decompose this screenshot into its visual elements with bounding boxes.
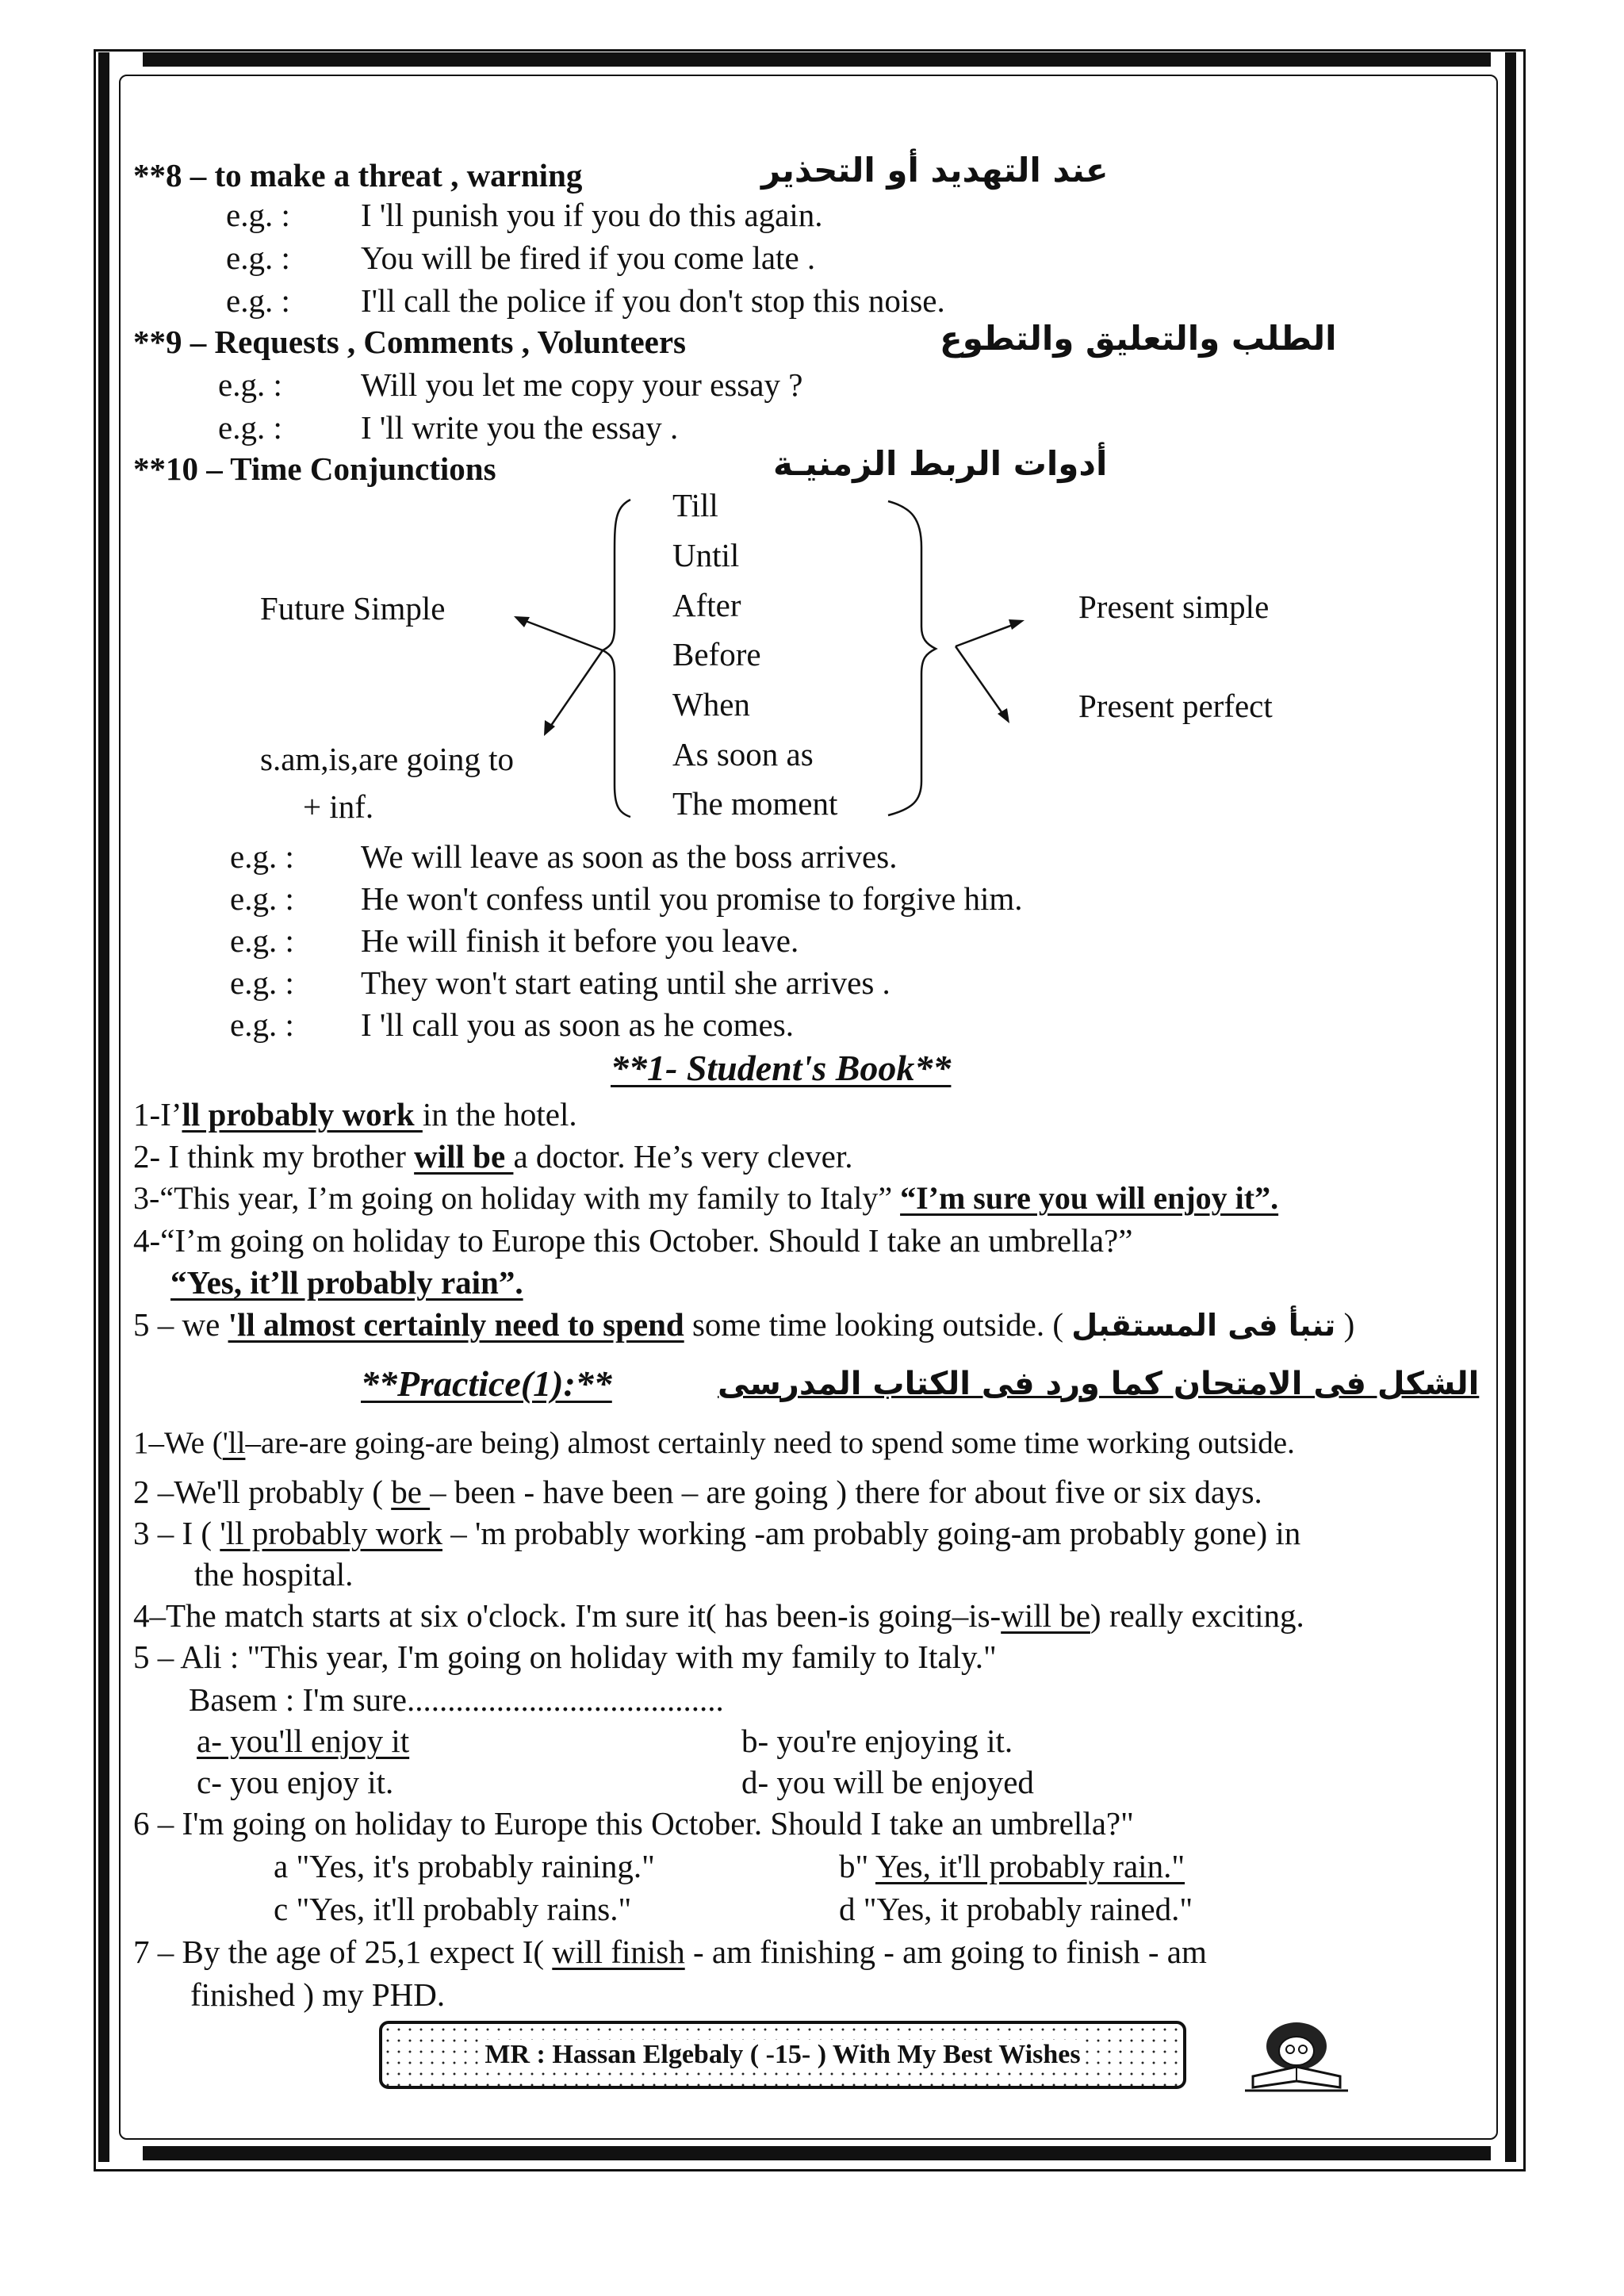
conjunction-item: Until [672,537,740,573]
example-label: e.g. : [230,1006,294,1043]
example-text: I 'll write you the essay . [361,409,679,446]
example-text: You will be fired if you come late . [361,240,816,276]
section-9-title: **9 – Requests , Comments , Volunteers [133,324,686,360]
going-to-label: s.am,is,are going to [260,741,514,777]
practice-q5-option-a: a- you'll enjoy it [197,1723,410,1759]
students-book-item-4-answer: “Yes, it’ll probably rain”. [170,1264,523,1301]
practice-q6-option-b: b" Yes, it'll probably rain." [839,1848,1185,1884]
students-book-item-3: 3-“This year, I’m going on holiday with my family to Italy” “I’m sure you will enjoy it”. [133,1180,1279,1216]
example-text: Will you let me copy your essay ? [361,366,803,403]
practice-q6-option-a: a "Yes, it's probably raining." [274,1848,655,1884]
example-text: He won't confess until you promise to forgive him. [361,880,1023,917]
practice-question-7: 7 – By the age of 25,1 expect I( will finish - am finishing - am going to finish - am [133,1934,1207,1970]
future-simple-label: Future Simple [260,590,446,627]
students-book-item-5: 5 – we 'll almost certainly need to spend some time looking outside. ( تنبأ فى المستقبل ) [133,1306,1355,1343]
example-label: e.g. : [218,366,282,403]
practice-question-1: 1–We ('ll–are-are going-are being) almost certainly need to spend some time working outside. [133,1426,1295,1460]
infinitive-label: + inf. [303,788,374,825]
students-book-heading: **1- Student's Book** [611,1048,952,1088]
section-10-title: **10 – Time Conjunctions [133,450,496,487]
conjunction-item: When [672,686,750,723]
practice-question-6: 6 – I'm going on holiday to Europe this October. Should I take an umbrella?" [133,1805,1134,1842]
students-book-item-4: 4-“I’m going on holiday to Europe this October. Should I take an umbrella?” [133,1222,1133,1259]
practice-q6-option-d: d "Yes, it probably rained." [839,1891,1193,1927]
example-label: e.g. : [230,964,294,1001]
practice-question-3: 3 – I ( 'll probably work – 'm probably working -am probably going-am probably gone) in [133,1515,1301,1551]
example-text: We will leave as soon as the boss arrives. [361,838,898,875]
conjunction-item: The moment [672,785,838,822]
students-book-item-2: 2- I think my brother will be a doctor. He’s very clever. [133,1138,853,1175]
practice-q5-option-c: c- you enjoy it. [197,1764,394,1800]
conjunction-item: After [672,587,741,623]
example-text: I'll call the police if you don't stop this noise. [361,282,945,319]
present-simple-label: Present simple [1078,588,1270,625]
practice-arabic: الشكل فى الامتحان كما ورد فى الكتاب المدرسى [718,1366,1480,1402]
section-8-arabic: عند التهديد أو التحذير [761,151,1109,190]
present-perfect-label: Present perfect [1078,688,1273,724]
example-text: I 'll call you as soon as he comes. [361,1006,794,1043]
practice-question-2: 2 –We'll probably ( be – been - have been – are going ) there for about five or six days. [133,1474,1262,1510]
example-text: He will finish it before you leave. [361,922,799,959]
practice-question-4: 4–The match starts at six o'clock. I'm sure it( has been-is going–is-will be) really exciting. [133,1597,1304,1634]
example-label: e.g. : [218,409,282,446]
conjunction-item: Before [672,636,761,673]
section-10-arabic: أدوات الربط الزمنيـة [773,444,1108,483]
example-label: e.g. : [226,282,290,319]
practice-q5-option-b: b- you're enjoying it. [741,1723,1013,1759]
students-book-item-1: 1-I’ll probably work in the hotel. [133,1096,577,1133]
footer-text: MR : Hassan Elgebaly ( -15- ) With My Best Wishes [382,2024,1183,2086]
practice-heading: **Practice(1):** [361,1363,612,1404]
example-label: e.g. : [230,838,294,875]
practice-question-7-cont: finished ) my PHD. [190,1976,446,2013]
example-label: e.g. : [226,240,290,276]
example-text: They won't start eating until she arrives . [361,964,891,1001]
example-text: I 'll punish you if you do this again. [361,197,823,233]
section-9-arabic: الطلب والتعليق والتطوع [940,319,1337,358]
footer-banner [379,2021,1186,2089]
teacher-reading-icon [1237,2014,1356,2102]
section-8-title: **8 – to make a threat , warning [133,157,583,194]
example-label: e.g. : [230,922,294,959]
example-label: e.g. : [230,880,294,917]
practice-question-3-cont: the hospital. [194,1556,354,1593]
conjunction-item: Till [672,487,718,523]
practice-question-5-basem: Basem : I'm sure....................................... [189,1681,724,1718]
practice-q6-option-c: c "Yes, it'll probably rains." [274,1891,632,1927]
practice-q5-option-d: d- you will be enjoyed [741,1764,1034,1800]
example-label: e.g. : [226,197,290,233]
conjunction-item: As soon as [672,736,814,772]
practice-question-5: 5 – Ali : "This year, I'm going on holiday with my family to Italy." [133,1639,997,1675]
